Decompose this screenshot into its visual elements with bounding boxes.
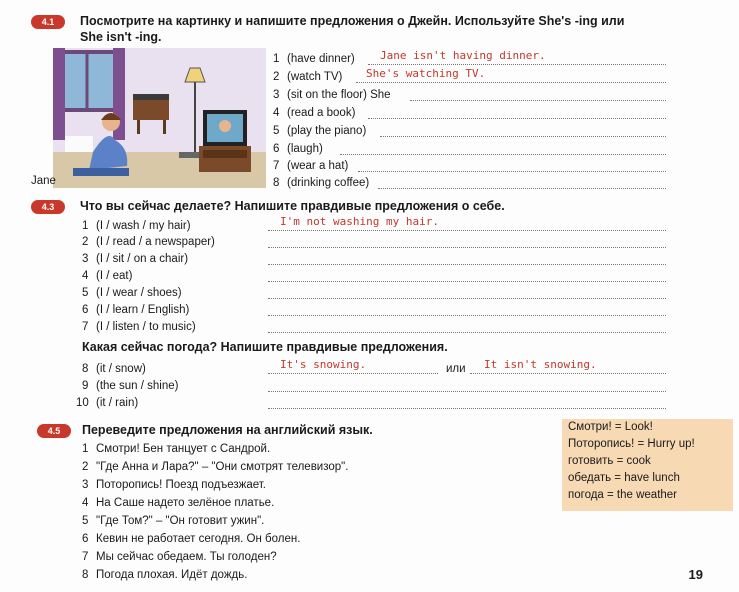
vocab-4: обедать = have lunch bbox=[568, 472, 680, 484]
ex42-item-8: 8 (it / snow) bbox=[82, 363, 146, 375]
ex42-item-4: 4 (I / eat) bbox=[82, 270, 133, 282]
ex41-item-5: 5 (play the piano) bbox=[273, 125, 367, 137]
ex42-item-1: 1 (I / wash / my hair) bbox=[82, 220, 191, 232]
vocabulary-box bbox=[562, 419, 733, 511]
ex41-line-5[interactable] bbox=[380, 136, 666, 137]
ex42-answer-8-alt[interactable]: It isn't snowing. bbox=[484, 358, 597, 371]
vocab-3: готовить = cook bbox=[568, 455, 651, 467]
ex41-item-7: 7 (wear a hat) bbox=[273, 160, 349, 172]
ex41-item-2: 2 (watch TV) bbox=[273, 71, 343, 83]
ex41-line-7[interactable] bbox=[358, 171, 666, 172]
ex42-item-7: 7 (I / listen / to music) bbox=[82, 321, 196, 333]
jane-room-illustration bbox=[53, 48, 266, 188]
ex41-item-8: 8 (drinking coffee) bbox=[273, 177, 370, 189]
ex42-line-8a bbox=[268, 373, 438, 374]
exercise-4-3-instruction: Что вы сейчас делаете? Напишите правдивые предложения о себе. bbox=[80, 199, 505, 213]
exercise-badge-4-1: 4.1 bbox=[31, 15, 65, 29]
ex41-line-4[interactable] bbox=[368, 118, 666, 119]
ex45-item-7: 7 Мы сейчас обедаем. Ты голоден? bbox=[82, 551, 277, 563]
ex42-line-9[interactable] bbox=[268, 391, 666, 392]
ex42-line-5[interactable] bbox=[268, 298, 666, 299]
ex45-item-2: 2 "Где Анна и Лара?" – "Они смотрят телевизор". bbox=[82, 461, 349, 473]
exercise-badge-4-5: 4.5 bbox=[37, 424, 71, 438]
or-word: или bbox=[446, 363, 466, 375]
ex42-item-6: 6 (I / learn / English) bbox=[82, 304, 190, 316]
ex41-item-3: 3 (sit on the floor) She bbox=[273, 89, 391, 101]
ex41-line-3[interactable] bbox=[410, 100, 666, 101]
exercise-4-1-instruction: Посмотрите на картинку и напишите предложения о Джейн. Используйте She's -ing или bbox=[80, 14, 625, 28]
ex42-item-2: 2 (I / read / a newspaper) bbox=[82, 236, 215, 248]
ex41-item-6: 6 (laugh) bbox=[273, 143, 323, 155]
ex42-line-6[interactable] bbox=[268, 315, 666, 316]
page-number: 19 bbox=[688, 567, 703, 582]
exercise-4-5-instruction: Переведите предложения на английский язык. bbox=[82, 423, 373, 437]
ex45-item-1: 1 Смотри! Бен танцует с Сандрой. bbox=[82, 443, 271, 455]
ex42-item-9: 9 (the sun / shine) bbox=[82, 380, 179, 392]
ex45-item-3: 3 Поторопись! Поезд подъезжает. bbox=[82, 479, 266, 491]
jane-label: Jane bbox=[31, 175, 56, 187]
ex42-line-8b bbox=[470, 373, 666, 374]
ex45-item-5: 5 "Где Том?" – "Он готовит ужин". bbox=[82, 515, 265, 527]
weather-instruction: Какая сейчас погода? Напишите правдивые предложения. bbox=[82, 340, 448, 354]
ex45-item-4: 4 На Саше надето зелёное платье. bbox=[82, 497, 275, 509]
ex42-line-2[interactable] bbox=[268, 247, 666, 248]
ex41-line-1 bbox=[368, 64, 666, 65]
exercise-4-1-instruction-cont: She isn't -ing. bbox=[80, 30, 162, 44]
ex42-answer-8[interactable]: It's snowing. bbox=[280, 358, 367, 371]
ex41-line-6[interactable] bbox=[340, 154, 666, 155]
ex42-line-1 bbox=[268, 230, 666, 231]
ex42-item-3: 3 (I / sit / on a chair) bbox=[82, 253, 189, 265]
ex41-answer-2[interactable]: She's watching TV. bbox=[366, 67, 486, 80]
ex42-answer-1[interactable]: I'm not washing my hair. bbox=[280, 215, 439, 228]
ex45-item-6: 6 Кевин не работает сегодня. Он болен. bbox=[82, 533, 301, 545]
exercise-badge-4-3: 4.3 bbox=[31, 200, 65, 214]
ex41-item-4: 4 (read a book) bbox=[273, 107, 356, 119]
ex41-answer-1[interactable]: Jane isn't having dinner. bbox=[380, 49, 546, 62]
ex41-item-1: 1 (have dinner) bbox=[273, 53, 355, 65]
vocab-5: погода = the weather bbox=[568, 489, 678, 501]
vocab-1: Смотри! = Look! bbox=[568, 421, 653, 433]
ex42-item-10: 10 (it / rain) bbox=[76, 397, 139, 409]
ex42-line-4[interactable] bbox=[268, 281, 666, 282]
ex42-line-10[interactable] bbox=[268, 408, 666, 409]
vocab-2: Поторопись! = Hurry up! bbox=[568, 438, 695, 450]
ex42-item-5: 5 (I / wear / shoes) bbox=[82, 287, 182, 299]
ex45-item-8: 8 Погода плохая. Идёт дождь. bbox=[82, 569, 248, 581]
ex41-line-8[interactable] bbox=[378, 188, 666, 189]
ex42-line-3[interactable] bbox=[268, 264, 666, 265]
ex41-line-2 bbox=[356, 82, 666, 83]
ex42-line-7[interactable] bbox=[268, 332, 666, 333]
